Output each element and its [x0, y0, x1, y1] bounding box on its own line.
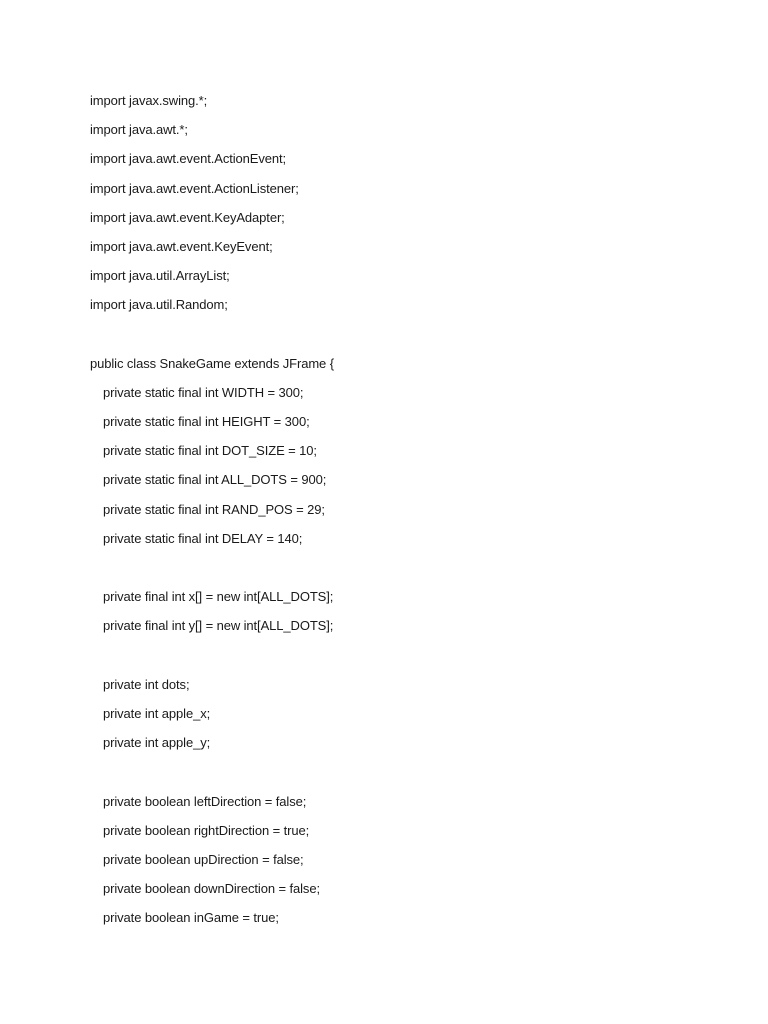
- code-line: private static final int RAND_POS = 29;: [103, 501, 325, 517]
- code-line: private static final int HEIGHT = 300;: [103, 414, 310, 430]
- code-line: import java.awt.event.KeyAdapter;: [90, 209, 285, 225]
- code-line: private static final int DOT_SIZE = 10;: [103, 443, 317, 459]
- blank-line: [90, 645, 730, 674]
- code-line: private static final int ALL_DOTS = 900;: [103, 472, 327, 488]
- blank-line: [90, 557, 730, 586]
- code-line: private int apple_x;: [103, 705, 211, 721]
- code-line: private static final int DELAY = 140;: [103, 530, 303, 546]
- code-line: private int dots;: [103, 676, 190, 692]
- code-line: import java.awt.event.ActionEvent;: [90, 151, 287, 167]
- code-line: private static final int WIDTH = 300;: [103, 384, 304, 400]
- code-line: import java.awt.event.KeyEvent;: [90, 238, 273, 254]
- code-line: private boolean rightDirection = true;: [103, 822, 310, 838]
- code-line: private boolean upDirection = false;: [103, 851, 304, 867]
- code-line: private int apple_y;: [103, 735, 211, 751]
- code-line: public class SnakeGame extends JFrame {: [90, 355, 334, 371]
- code-block: [90, 90, 730, 936]
- code-line: private boolean downDirection = false;: [103, 881, 320, 897]
- blank-line: [90, 324, 730, 353]
- code-line: import java.util.ArrayList;: [90, 268, 230, 284]
- code-line: private final int y[] = new int[ALL_DOTS];: [103, 618, 334, 634]
- code-line: import javax.swing.*;: [90, 93, 208, 108]
- blank-line: [90, 761, 730, 790]
- code-line: import java.awt.event.ActionListener;: [90, 180, 299, 196]
- code-line: import java.awt.*;: [90, 122, 188, 138]
- code-line: private boolean leftDirection = false;: [103, 793, 307, 809]
- code-line: private final int x[] = new int[ALL_DOTS];: [103, 589, 334, 605]
- code-line: private boolean inGame = true;: [103, 910, 279, 926]
- code-line: import java.util.Random;: [90, 297, 228, 313]
